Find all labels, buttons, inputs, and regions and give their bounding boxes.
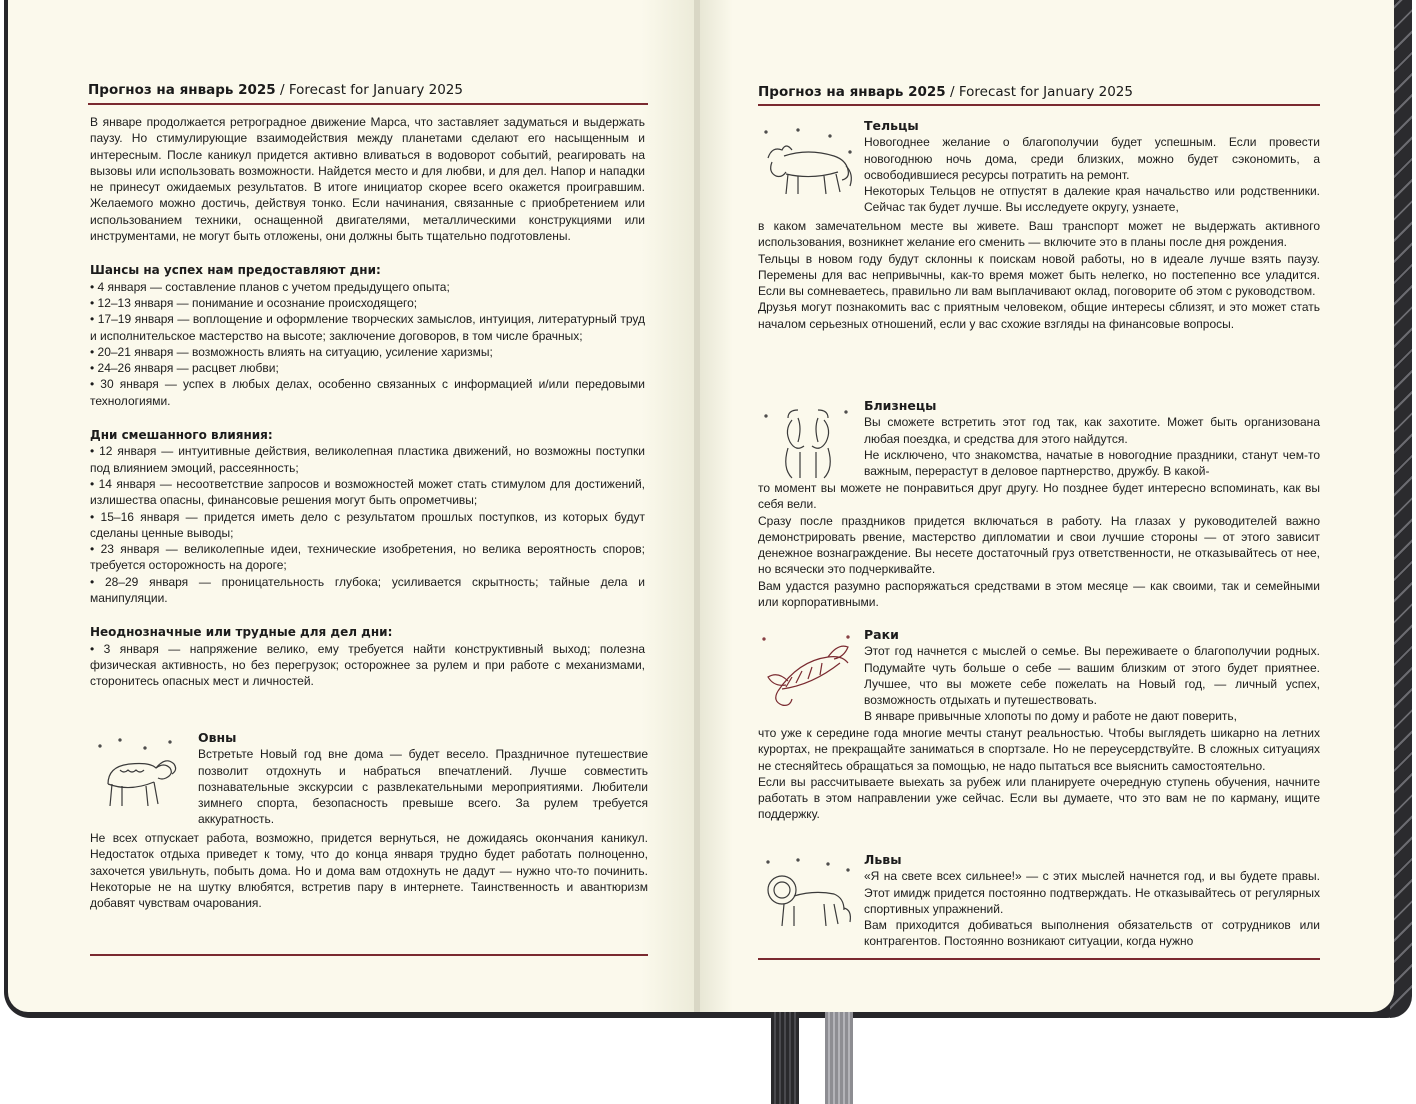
chances-heading: Шансы на успех нам предоставляют дни: [90, 263, 381, 278]
sign-title-taurus: Тельцы [864, 118, 919, 133]
intro-paragraph: В январе продолжается ретроградное движение Марса, что заставляет задуматься и выдержать паузу. Но стимулирующие взаимодействия между планетами сделают его насыщенным и интересным. После каникул придется активно вливаться в водоворот событий, реагировать на вызовы или использовать возможности. Найдется место и для любви, и для дел. Напор и нападки не принесут ожидаемых результатов. В итоге инициатор скорее всего окажется проигравшим. Желаемого можно достичь, действуя тонко. Если начинания, связанные с приобретением или использованием техники, оснащенной двигателями, металлическими конструкциями или инструментами, не могут быть отложены, они должны быть тщательно подготовлены. [90, 115, 645, 244]
sign-text-taurus: Некоторых Тельцов не отпустят в далекие края начальство или родственники. Сейчас так будет лучше. Вы исследуете округу, узнаете, [864, 184, 1320, 215]
list-item: • 14 января — несоответствие запросов и возможностей может стать стимулом для достижений, излишества опасны, финансовые решения могут быть опрометчивы; [90, 476, 645, 508]
list-item: • 23 января — великолепные идеи, технические изобретения, но велика вероятность споров; требуется осторожность на дороге; [90, 542, 645, 573]
sign-text-gemini-cont: то момент вы можете не понравиться друг другу. Но позднее будет интересно вспоминать, как вы себя вели. [758, 481, 1320, 512]
left-page-header [88, 80, 463, 100]
list-item: • 3 января — напряжение велико, ему требуется найти конструктивный выход; полезна физическая активность, но без перегрузок; осторожнее за рулем и при работе с механизмами, сторонитесь опасных мест и личностей. [90, 641, 645, 689]
right-header-rule [758, 104, 1320, 106]
sign-cancer [758, 627, 1320, 837]
right-footer-rule [758, 958, 1320, 960]
sign-text-gemini-cont: Сразу после праздников придется включаться в работу. На глазах у руководителей важно демонстрировать рвение, мастерство дипломатии и свои лучшие стороны — от этого зависит денежное вознаграждение. Вы несете достаточный груз ответственности, не отказывайтесь от нее, но всячески это подчеркивайте. [758, 513, 1320, 577]
sign-title-cancer: Раки [864, 627, 899, 642]
sign-text-cancer: В январе привычные хлопоты по дому и работе не дают поверить, [864, 709, 1237, 724]
list-item: • 12–13 января — понимание и осознание происходящего; [90, 295, 418, 310]
sign-text-aries: Встретьте Новый год вне дома — будет весело. Праздничное путешествие позволит отдохнуть и набраться впечатлений. Лучше совместить познавательные экскурсии с развлекательными мероприятиями. Любители зимнего спорта, безопасность превыше всего. За рулем требуется аккуратность. [198, 747, 648, 827]
header-title-en: Forecast for January 2025 [288, 82, 463, 98]
list-item: • 15–16 января — придется иметь дело с результатом прошлых поступков, из которых будут сделаны ценные выводы; [90, 509, 645, 540]
sign-text-cancer-cont: что уже к середине года многие мечты станут реальностью. Чтобы выглядеть шикарно на летних курортах, не прекращайте заниматься в спортзале. Но не переусердствуйте. В сложных ситуациях не стесняйтесь обращаться за помощью, не надо пытаться все выяснить самостоятельно. [758, 726, 1320, 773]
sign-title-leo: Львы [864, 852, 902, 867]
list-item: • 17–19 января — воплощение и оформление творческих замыслов, интуиция, литературный труд и исполнительское мастерство на высоте; заключение договоров, в том числе брачных; [90, 312, 645, 343]
sign-text-gemini-cont: Вам удастся разумно распоряжаться средствами в этом месяце — как своими, так и семейными или корпоративными. [758, 578, 1320, 610]
sign-text-leo: Вам приходится добиваться выполнения обязательств от сотрудников или контрагентов. Постоянно возникают ситуации, когда нужно [864, 918, 1320, 949]
left-footer-rule [90, 954, 648, 956]
list-item: • 20–21 января — возможность влиять на ситуацию, усиление харизмы; [90, 344, 493, 359]
list-item: • 24–26 января — расцвет любви; [90, 361, 279, 376]
list-item: • 4 января — составление планов с учетом предыдущего опыта; [90, 279, 450, 294]
left-header-rule [88, 103, 648, 105]
sign-text-taurus-cont: в каком замечательном месте вы живете. Ваш транспорт может не выдержать активного использования, возникнет желание его сменить — включите это в планы после дня рождения. [758, 219, 1320, 250]
header-title-en: Forecast for January 2025 [958, 84, 1133, 100]
sign-text-taurus: Новогоднее желание о благополучии будет успешным. Если провести новогоднюю ночь дома, среди близких, можно будет сэкономить, а освободившиеся ресурсы потратить на ремонт. [864, 135, 1320, 182]
sign-aries [90, 730, 648, 920]
list-item: • 28–29 января — проницательность глубока; усиливается скрытность; тайные дела и манипуляции. [90, 574, 645, 606]
sign-taurus [758, 118, 1320, 388]
sign-text-aries-cont: Не всех отпускает работа, возможно, придется вернуться, не дожидаясь окончания каникул. Недостаток отдыха приведет к тому, что до конца января трудно будет работать полноценно, захочется увильнуть, побыть дома. Но и дома вам отдохнуть не дадут — нужно что-то починить. Некоторые не на шутку влюбятся, встретив пару в интернете. Таинственность и авантюризм добавят чувствам очарования. [90, 831, 648, 911]
sign-leo [758, 852, 1320, 948]
aries-ram-icon [90, 734, 190, 814]
sign-text-leo: «Я на свете всех сильнее!» — с этих мыслей начнется год, и вы будете правы. Этот имидж придется постоянно подтверждать. Не отказывайтесь от регулярных спортивных упражнений. [864, 869, 1320, 916]
sign-text-gemini: Вы сможете встретить этот год так, как захотите. Может быть организована любая поездка, и средства для этого найдутся. [864, 415, 1320, 446]
sign-gemini [758, 398, 1320, 618]
leo-lion-icon [758, 856, 858, 936]
sign-text-taurus-cont: Друзья могут познакомить вас с приятным человеком, общие интересы сблизят, и это может стать началом серьезных отношений, если у вас схожие взгляды на финансовые вопросы. [758, 300, 1320, 331]
sign-text-cancer-cont: Если вы рассчитываете выехать за рубеж или планируете очередную ступень обучения, начните работать в этом направлении уже сейчас. Если вы думаете, что это вам не по карману, ищите поддержку. [758, 774, 1320, 822]
sign-text-cancer: Этот год начнется с мыслей о семье. Вы переживаете о благополучии родных. Подумайте чуть больше о себе — вашим близким от этого будет приятнее. Лучшее, что вы можете себе пожелать на Новый год, — личный успех, возможность отдыхать и путешествовать. [864, 644, 1320, 708]
list-item: • 12 января — интуитивные действия, великолепная пластика движений, но возможны поступки под влиянием эмоций, рассеянность; [90, 444, 645, 475]
sign-text-gemini: Не исключено, что знакомства, начатые в новогодние праздники, станут чем-то важным, перерастут в деловое партнерство, дружбу. В какой- [864, 447, 1320, 479]
header-title-ru: Прогноз на январь 2025 [88, 82, 276, 98]
bookmark-ribbon-dark[interactable] [771, 1012, 799, 1104]
header-separator: / [280, 82, 285, 98]
hard-days-heading: Неоднозначные или трудные для дел дни: [90, 625, 393, 640]
right-page-header [758, 82, 1133, 102]
gemini-twins-icon [758, 402, 858, 482]
header-separator: / [950, 84, 955, 100]
cancer-crayfish-icon [758, 631, 858, 711]
header-title-ru: Прогноз на январь 2025 [758, 84, 946, 100]
left-main-text [90, 114, 645, 690]
taurus-bull-icon [758, 122, 858, 202]
sign-title-aries: Овны [198, 730, 237, 745]
list-item: • 30 января — успех в любых делах, особенно связанных с информацией и/или передовыми технологиями. [90, 377, 645, 408]
sign-title-gemini: Близнецы [864, 398, 937, 413]
sign-text-taurus-cont: Тельцы в новом году будут склонны к поискам новой работы, но в идеале лучше взять паузу. Перемены для вас непривычны, как-то время может быть нелегко, но постепенно все уладится. Если вы сомневаетесь, правильно ли вам выплачивают оклад, поговорите об этом с руководством. [758, 251, 1320, 299]
mixed-heading: Дни смешанного влияния: [90, 428, 273, 443]
page-gutter [694, 0, 700, 1012]
bookmark-ribbon-grey[interactable] [825, 1012, 853, 1104]
